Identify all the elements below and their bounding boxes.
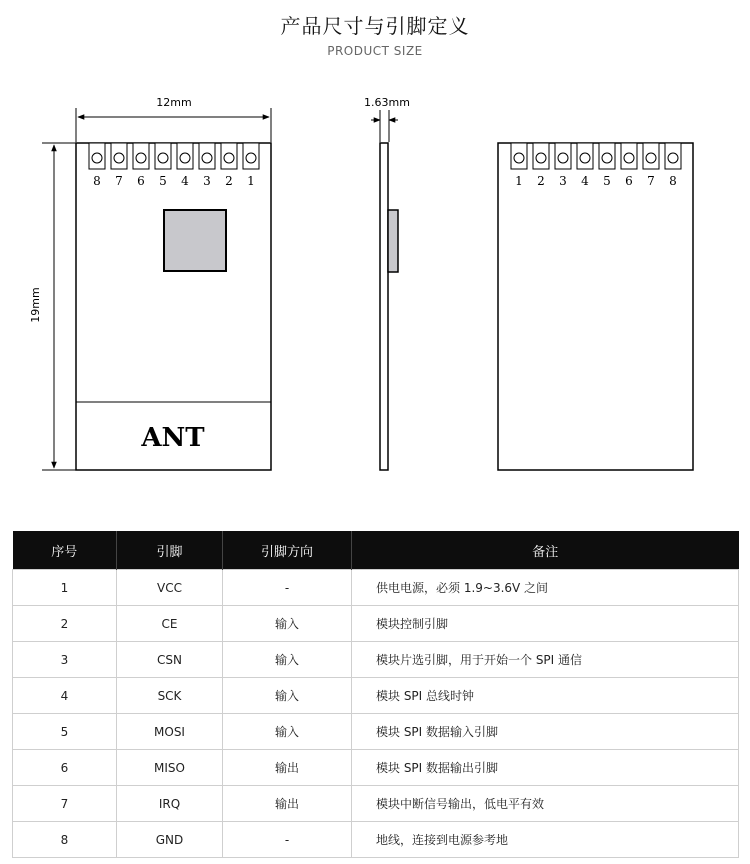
front-view [29,96,271,470]
cell-pin: CSN [117,642,223,678]
pin-number: 4 [581,174,589,188]
pin-pad [533,143,549,169]
table-row [13,714,739,750]
front-board-outline [76,143,271,470]
pin-pad [111,143,127,169]
cell-index: 7 [13,786,117,822]
side-view [364,96,410,470]
pin-pad [511,143,527,169]
pin-number: 5 [603,174,611,188]
pin-pad [665,143,681,169]
back-view [498,143,693,470]
cell-note: 模块 SPI 数据输入引脚 [352,714,739,750]
antenna-label: ANT [141,423,205,453]
pin-pad [221,143,237,169]
cell-pin: CE [117,606,223,642]
cell-note: 模块控制引脚 [352,606,739,642]
cell-pin: SCK [117,678,223,714]
pin-pad [621,143,637,169]
cell-direction: - [223,822,352,858]
pin-pad [643,143,659,169]
cell-pin: MOSI [117,714,223,750]
cell-note: 地线，连接到电源参考地 [352,822,739,858]
col-header-index: 序号 [13,531,117,570]
pin-pad [577,143,593,169]
cell-note: 模块中断信号输出，低电平有效 [352,786,739,822]
cell-note: 模块 SPI 总线时钟 [352,678,739,714]
back-board-outline [498,143,693,470]
pin-number: 8 [93,174,101,188]
chip-outline [164,210,226,271]
cell-note: 模块片选引脚，用于开始一个 SPI 通信 [352,642,739,678]
pin-pad [555,143,571,169]
pin-number: 6 [137,174,145,188]
pin-pad [177,143,193,169]
pin-number: 7 [115,174,123,188]
page-subtitle: PRODUCT SIZE [327,44,423,58]
table-row [13,642,739,678]
pin-number: 1 [247,174,255,188]
pin-number: 2 [537,174,545,188]
pin-number: 1 [515,174,523,188]
cell-pin: IRQ [117,786,223,822]
pin-pad [89,143,105,169]
pin-number: 3 [203,174,211,188]
page-title: 产品尺寸与引脚定义 [280,14,470,38]
dimension-diagram [0,80,750,480]
pin-pad [155,143,171,169]
pin-definition-table [12,531,739,858]
cell-index: 1 [13,570,117,606]
cell-note: 供电电源，必须 1.9~3.6V 之间 [352,570,739,606]
cell-index: 3 [13,642,117,678]
cell-index: 8 [13,822,117,858]
pin-number: 8 [669,174,677,188]
col-header-pin: 引脚 [117,531,223,570]
thickness-label: 1.63mm [364,96,410,109]
cell-pin: GND [117,822,223,858]
cell-index: 2 [13,606,117,642]
side-board-outline [380,143,388,470]
pin-number: 3 [559,174,567,188]
col-header-note: 备注 [352,531,739,570]
cell-direction: 输入 [223,714,352,750]
pin-pad [599,143,615,169]
pin-pad [199,143,215,169]
cell-index: 4 [13,678,117,714]
width-label: 12mm [156,96,192,109]
pin-number: 4 [181,174,189,188]
pin-number: 5 [159,174,167,188]
cell-index: 6 [13,750,117,786]
cell-pin: MISO [117,750,223,786]
table-row [13,822,739,858]
height-label: 19mm [29,287,42,323]
cell-direction: 输入 [223,642,352,678]
col-header-direction: 引脚方向 [223,531,352,570]
table-header-row [13,531,739,570]
pin-pad [243,143,259,169]
table-row [13,606,739,642]
pin-number: 7 [647,174,655,188]
cell-direction: - [223,570,352,606]
table-row [13,678,739,714]
cell-pin: VCC [117,570,223,606]
table-row [13,786,739,822]
table-row [13,570,739,606]
pin-pad [133,143,149,169]
cell-index: 5 [13,714,117,750]
cell-direction: 输出 [223,750,352,786]
pin-number: 2 [225,174,233,188]
table-row [13,750,739,786]
cell-note: 模块 SPI 数据输出引脚 [352,750,739,786]
cell-direction: 输入 [223,678,352,714]
pin-number: 6 [625,174,633,188]
cell-direction: 输出 [223,786,352,822]
cell-direction: 输入 [223,606,352,642]
side-chip-outline [388,210,398,272]
